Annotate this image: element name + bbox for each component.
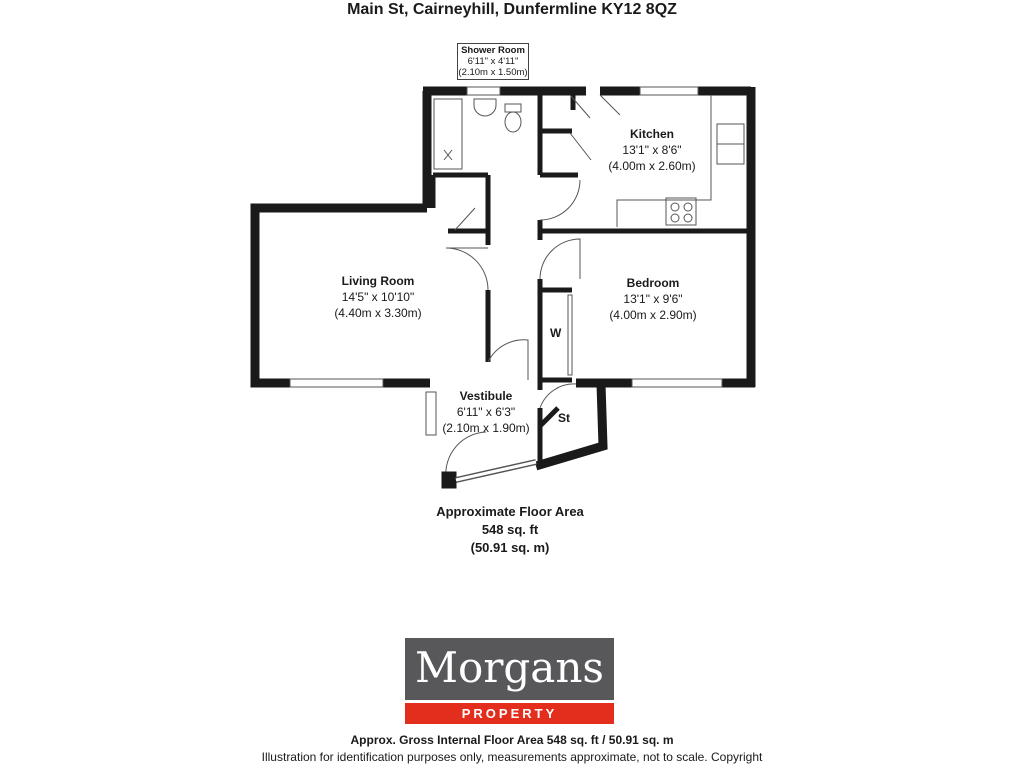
floor-area-sqm: (50.91 sq. m) <box>470 540 550 555</box>
kitchen-label <box>585 126 719 174</box>
entrance <box>442 462 536 488</box>
bedroom-imperial: 13'1" x 9'6" <box>623 292 683 306</box>
shower-room-label <box>457 43 529 80</box>
shower-room-name: Shower Room <box>461 45 525 56</box>
living-room-label <box>318 273 438 321</box>
morgans-logo <box>405 638 614 724</box>
living-room-imperial: 14'5" x 10'10" <box>341 290 415 304</box>
store-label: St <box>558 411 570 425</box>
shower-room-imperial: 6'11" x 4'11" <box>467 56 519 67</box>
floor-area-sqft: 548 sq. ft <box>481 522 539 537</box>
kitchen-name: Kitchen <box>629 127 674 141</box>
floor-area-summary <box>394 503 626 557</box>
living-room-metric: (4.40m x 3.30m) <box>334 306 422 320</box>
address-title: Main St, Cairneyhill, Dunfermline KY12 8QZ <box>347 1 677 18</box>
kitchen-metric: (4.00m x 2.60m) <box>608 159 696 173</box>
vestibule-imperial: 6'11" x 6'3" <box>456 405 516 419</box>
living-room-name: Living Room <box>341 274 415 288</box>
shower-room-metric: (2.10m x 1.50m) <box>458 67 528 78</box>
kitchen-imperial: 13'1" x 8'6" <box>622 143 682 157</box>
wardrobe-label: W <box>550 326 562 340</box>
logo-wordmark: Morgans <box>405 638 614 700</box>
bedroom-label <box>593 275 713 323</box>
bedroom-metric: (4.00m x 2.90m) <box>609 308 697 322</box>
footer-area-line: Approx. Gross Internal Floor Area 548 sq. ft / 50.91 sq. m <box>350 733 674 747</box>
floor-area-label: Approximate Floor Area <box>436 504 584 519</box>
vestibule-name: Vestibule <box>459 389 513 403</box>
footer-disclaimer: Illustration for identification purposes only, measurements approximate, not to scale. Copyright <box>261 750 763 764</box>
vestibule-label <box>438 388 534 436</box>
vestibule-metric: (2.10m x 1.90m) <box>442 421 530 435</box>
bedroom-name: Bedroom <box>626 276 680 290</box>
logo-subtitle: PROPERTY <box>405 703 614 724</box>
